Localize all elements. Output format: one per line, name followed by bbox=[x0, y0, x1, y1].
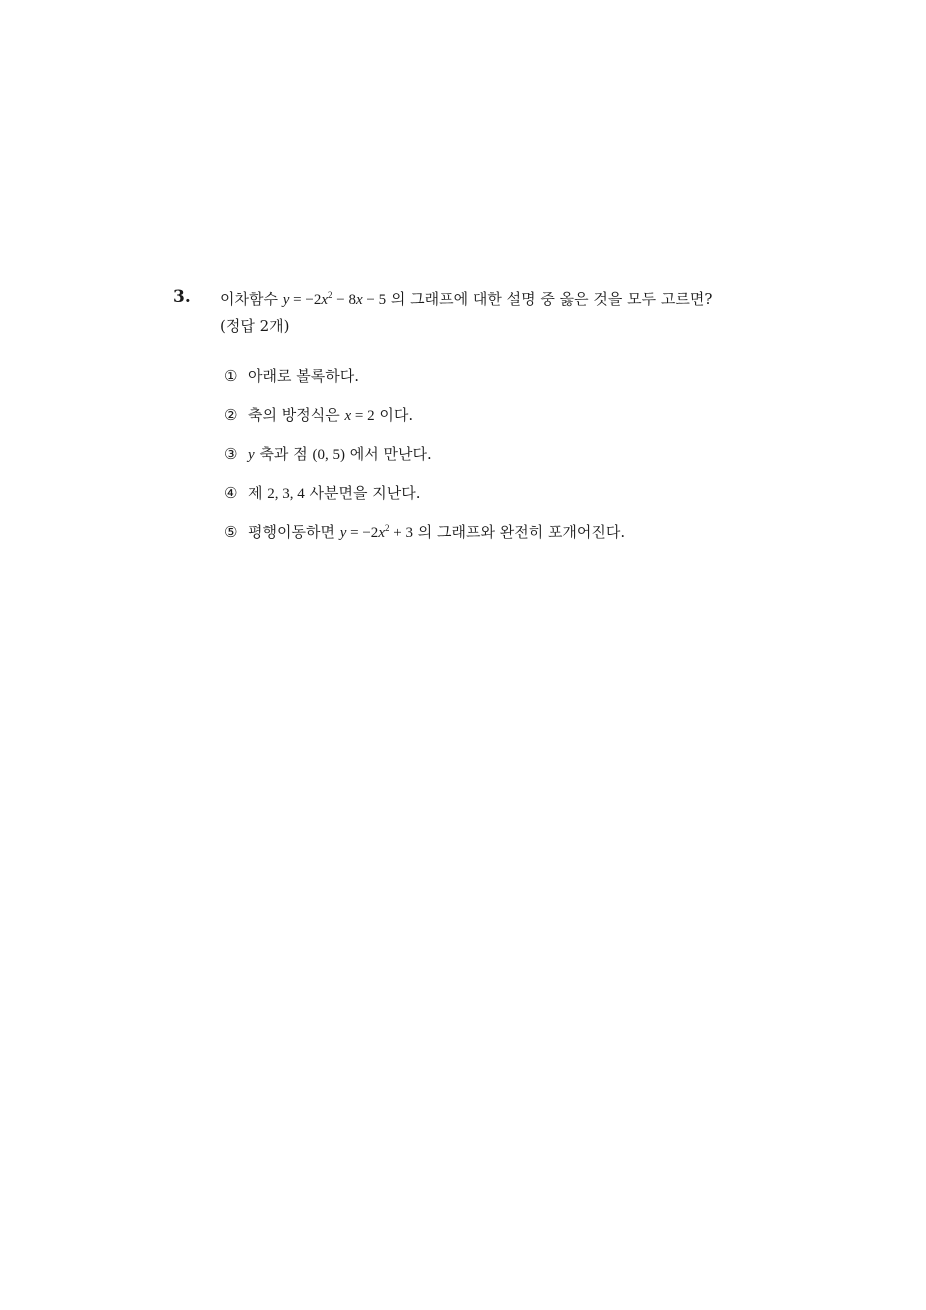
question-text-after: 의 그래프에 대한 설명 중 옳은 것을 모두 고르면? bbox=[386, 290, 713, 308]
option-1[interactable] bbox=[224, 366, 359, 386]
question-stem bbox=[220, 289, 712, 310]
option-mark: ② bbox=[224, 406, 238, 424]
formula-var-x: x bbox=[378, 525, 385, 541]
option-2[interactable] bbox=[224, 405, 413, 426]
formula-var-x: x bbox=[321, 292, 328, 308]
option-text-pre: 평행이동하면 bbox=[248, 523, 340, 541]
option-math-value: (0, 5) bbox=[312, 447, 345, 463]
option-text-post: 이다. bbox=[374, 406, 414, 424]
option-text-pre: 축의 방정식은 bbox=[248, 406, 345, 424]
option-text-post: 사분면을 지난다. bbox=[304, 484, 421, 502]
question-number: 3. bbox=[173, 287, 191, 307]
option-3[interactable] bbox=[224, 444, 432, 465]
option-var: x bbox=[344, 408, 352, 424]
formula-exponent: 2 bbox=[384, 523, 390, 533]
option-var: y bbox=[248, 447, 255, 463]
formula-var-y: y bbox=[282, 292, 290, 308]
formula-eq: = −2 bbox=[289, 292, 322, 308]
option-text: 아래로 볼록하다. bbox=[248, 367, 359, 385]
option-mark: ④ bbox=[224, 484, 238, 502]
option-formula bbox=[340, 525, 413, 541]
option-math-var bbox=[248, 447, 255, 463]
option-5[interactable] bbox=[224, 522, 625, 543]
formula-exponent: 2 bbox=[328, 290, 333, 300]
option-math-value: 2, 3, 4 bbox=[267, 486, 305, 502]
option-text-post: 의 그래프와 완전히 포개어진다. bbox=[412, 523, 626, 541]
option-text-pre: 제 bbox=[248, 484, 268, 502]
formula-linear-coef: − 8 bbox=[332, 292, 356, 308]
question-formula bbox=[283, 292, 386, 308]
question-note: (정답 2개) bbox=[220, 317, 290, 335]
formula-eq: = −2 bbox=[346, 525, 379, 541]
formula-constant: − 5 bbox=[362, 292, 387, 308]
formula-var-x-2: x bbox=[355, 292, 363, 308]
option-text-post: 에서 만난다. bbox=[344, 445, 432, 463]
formula-constant: + 3 bbox=[389, 525, 413, 541]
option-mark: ⑤ bbox=[224, 523, 238, 541]
formula-var-y: y bbox=[339, 525, 347, 541]
option-text-pre: 축과 점 bbox=[254, 445, 313, 463]
option-4[interactable] bbox=[224, 483, 421, 504]
option-mark: ① bbox=[224, 367, 238, 385]
option-math bbox=[344, 408, 374, 424]
option-mark: ③ bbox=[224, 445, 238, 463]
question-text-before: 이차함수 bbox=[220, 290, 283, 308]
option-math-value: = 2 bbox=[351, 408, 375, 424]
